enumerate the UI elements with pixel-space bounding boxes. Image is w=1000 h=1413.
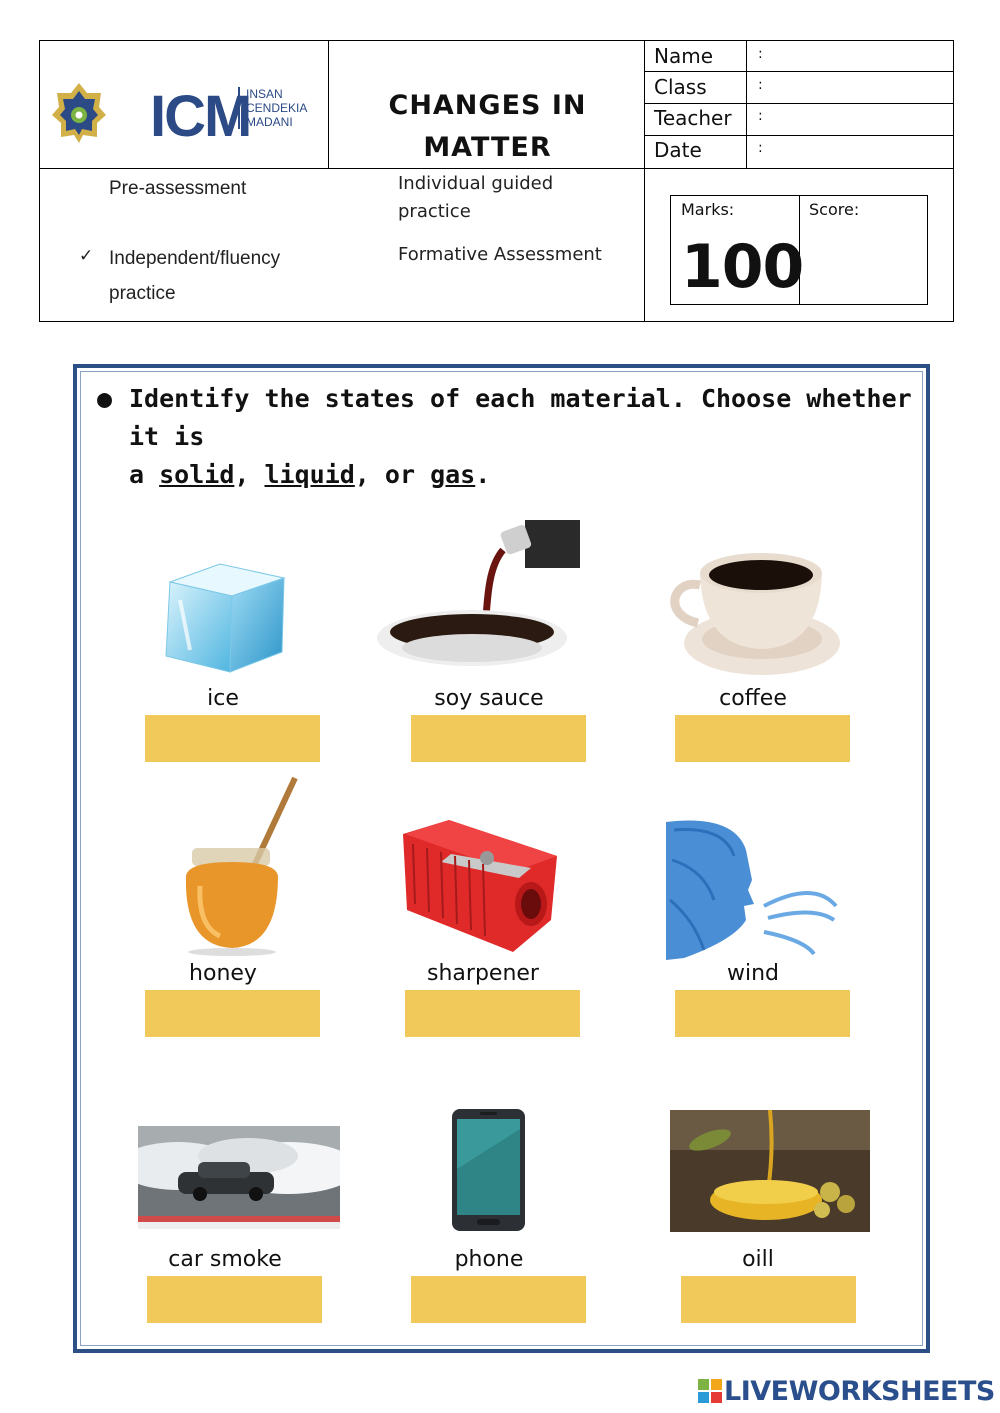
item-label-wind: wind <box>726 961 779 986</box>
answer-box-wind[interactable] <box>675 990 850 1037</box>
option-gas: gas <box>430 460 476 489</box>
phone-icon <box>452 1109 525 1231</box>
honey-jar-icon <box>180 776 300 956</box>
ice-cube-icon <box>160 560 288 675</box>
date-field[interactable]: : <box>758 140 763 156</box>
pre-assessment-option: Pre-assessment <box>109 178 247 199</box>
soy-sauce-icon <box>375 520 580 672</box>
school-logo-icon <box>52 81 106 145</box>
worksheet-header <box>39 40 954 322</box>
oil-icon <box>670 1110 870 1232</box>
logo-subtitle: INSAN CENDEKIA MADANI <box>238 87 307 129</box>
item-label-car-smoke: car smoke <box>168 1247 282 1272</box>
class-field[interactable]: : <box>758 77 763 93</box>
answer-box-ice[interactable] <box>145 715 320 762</box>
checkmark-icon: ✓ <box>79 246 94 265</box>
item-label-honey: honey <box>189 961 257 986</box>
instruction-text: ● Identify the states of each material. Choose whether it is a solid, liquid, or gas. <box>97 380 912 494</box>
logo-wordmark: ICM <box>150 84 251 149</box>
answer-box-phone[interactable] <box>411 1276 586 1323</box>
marks-box <box>670 195 928 305</box>
score-label: Score: <box>809 200 860 219</box>
class-label: Class <box>654 75 707 99</box>
answer-box-car-smoke[interactable] <box>147 1276 322 1323</box>
item-label-oil: oill <box>742 1247 774 1272</box>
option-solid: solid <box>159 460 235 489</box>
marks-label: Marks: <box>681 200 735 219</box>
item-label-coffee: coffee <box>719 686 787 711</box>
bullet-icon: ● <box>97 384 113 413</box>
answer-box-sharpener[interactable] <box>405 990 580 1037</box>
coffee-cup-icon <box>662 545 840 685</box>
wind-icon <box>664 820 842 962</box>
worksheet-title: CHANGES IN MATTER <box>388 90 587 163</box>
marks-value: 100 <box>681 232 804 302</box>
item-label-ice: ice <box>207 686 239 711</box>
answer-box-honey[interactable] <box>145 990 320 1037</box>
liveworksheets-logo: LIVEWORKSHEETS <box>698 1376 995 1407</box>
car-smoke-icon <box>138 1126 340 1229</box>
independent-practice-option: Independent/fluency <box>109 248 281 269</box>
answer-box-coffee[interactable] <box>675 715 850 762</box>
liveworksheets-mark-icon <box>698 1379 722 1403</box>
independent-practice-option-cont: practice <box>109 283 176 304</box>
date-label: Date <box>654 138 702 162</box>
answer-box-soy-sauce[interactable] <box>411 715 586 762</box>
teacher-field[interactable]: : <box>758 108 763 124</box>
guided-practice-option: Individual guided practice <box>398 173 554 222</box>
item-label-phone: phone <box>454 1247 524 1272</box>
name-field[interactable]: : <box>758 46 763 62</box>
item-label-soy-sauce: soy sauce <box>434 686 544 711</box>
item-label-sharpener: sharpener <box>427 961 539 986</box>
name-label: Name <box>654 44 714 68</box>
teacher-label: Teacher <box>654 106 732 130</box>
sharpener-icon <box>401 820 561 954</box>
formative-assessment-option: Formative Assessment <box>398 244 602 265</box>
option-liquid: liquid <box>264 460 355 489</box>
answer-box-oil[interactable] <box>681 1276 856 1323</box>
